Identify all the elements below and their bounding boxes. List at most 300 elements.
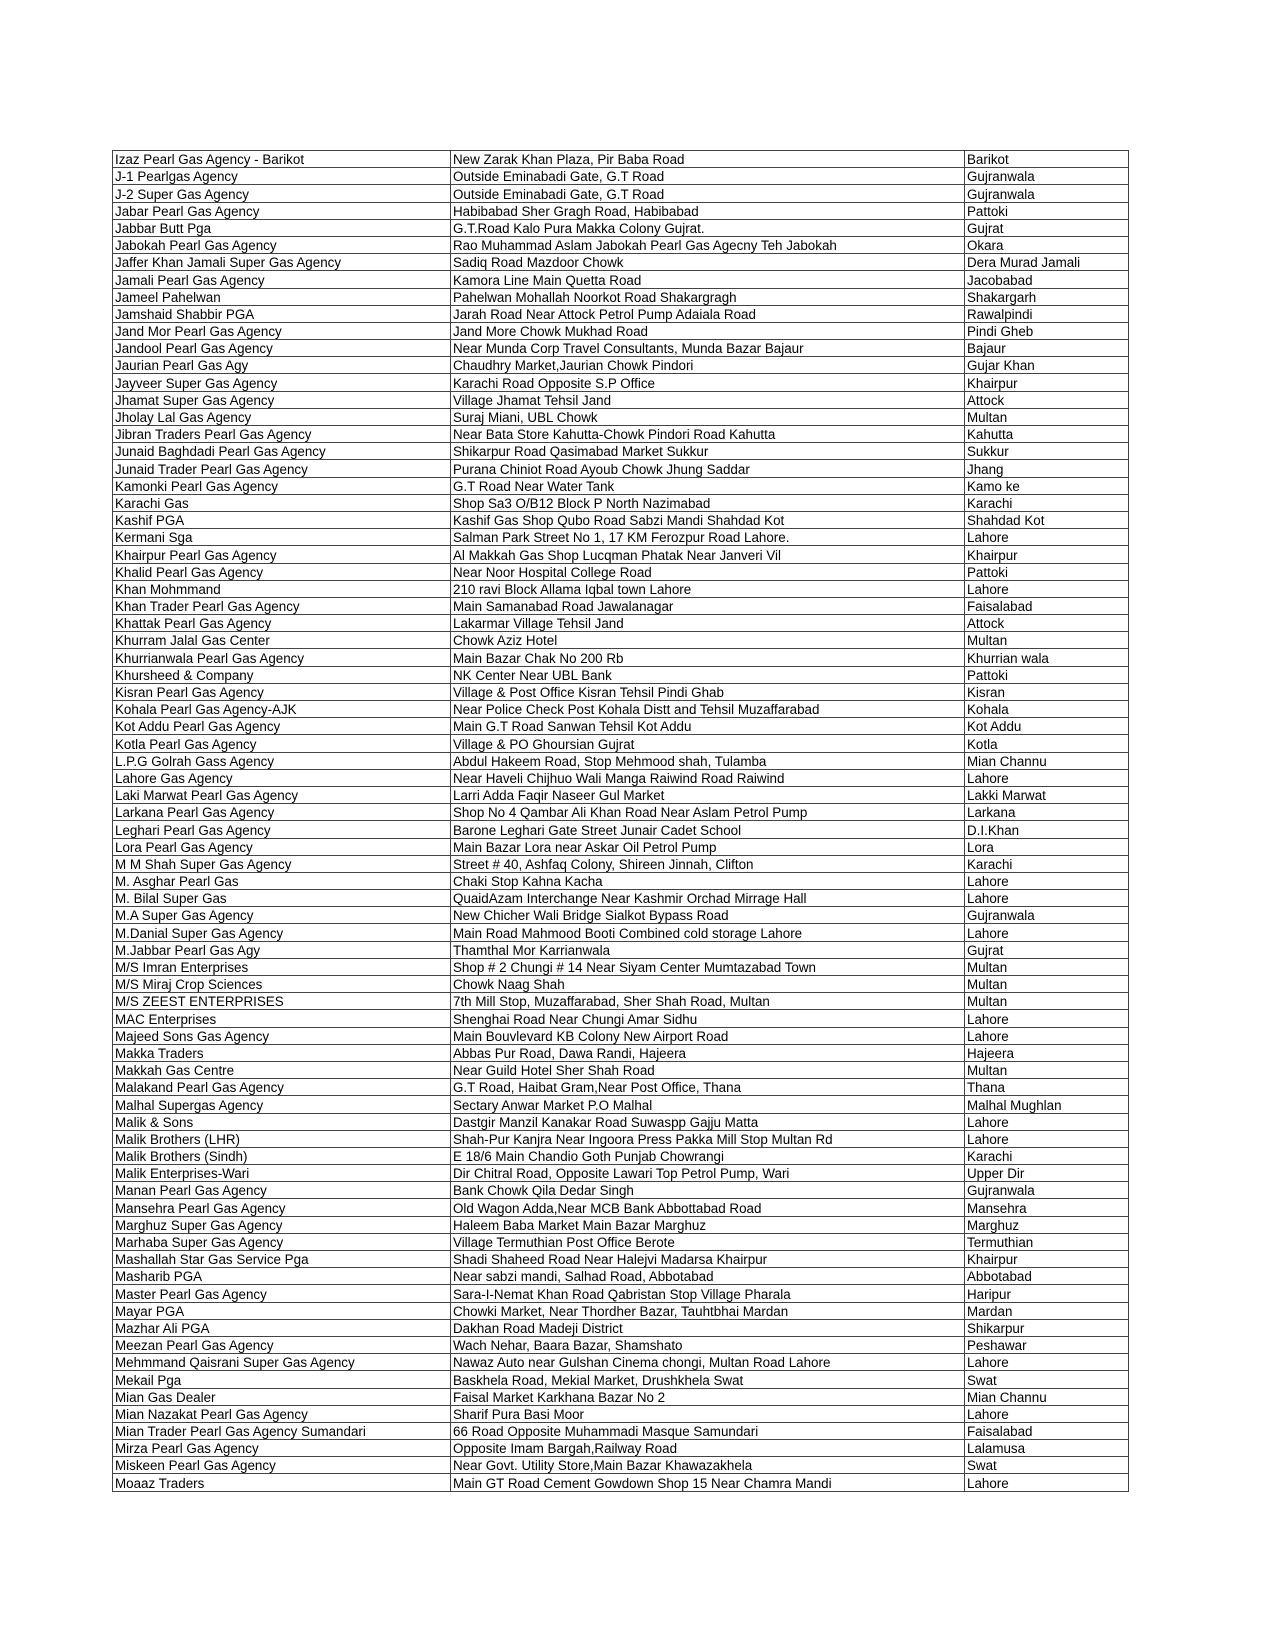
address-cell: Main Bouvlevard KB Colony New Airport Road [451,1027,965,1044]
city-cell: Multan [965,1061,1129,1078]
city-cell: Khurrian wala [965,649,1129,666]
address-cell: Village & PO Ghoursian Gujrat [451,735,965,752]
address-cell: Nawaz Auto near Gulshan Cinema chongi, Multan Road Lahore [451,1354,965,1371]
agency-name-cell: Mian Gas Dealer [113,1388,451,1405]
table-row [113,236,1129,253]
address-cell: Shikarpur Road Qasimabad Market Sukkur [451,443,965,460]
table-row [113,1165,1129,1182]
address-cell: 66 Road Opposite Muhammadi Masque Samundari [451,1422,965,1439]
agency-name-cell: Mehmmand Qaisrani Super Gas Agency [113,1354,451,1371]
table-row [113,563,1129,580]
agency-name-cell: Laki Marwat Pearl Gas Agency [113,786,451,803]
table-row [113,1440,1129,1457]
address-cell: Karachi Road Opposite S.P Office [451,374,965,391]
table-row [113,976,1129,993]
table-row [113,1405,1129,1422]
address-cell: Dir Chitral Road, Opposite Lawari Top Petrol Pump, Wari [451,1165,965,1182]
table-row [113,305,1129,322]
address-cell: Street # 40, Ashfaq Colony, Shireen Jinnah, Clifton [451,855,965,872]
city-cell: Kotla [965,735,1129,752]
table-row [113,993,1129,1010]
address-cell: Sadiq Road Mazdoor Chowk [451,254,965,271]
address-cell: Main Samanabad Road Jawalanagar [451,597,965,614]
city-cell: Khairpur [965,546,1129,563]
city-cell: Gujranwala [965,168,1129,185]
address-cell: Main Bazar Lora near Askar Oil Petrol Pump [451,838,965,855]
agency-name-cell: M. Bilal Super Gas [113,890,451,907]
city-cell: Karachi [965,855,1129,872]
address-cell: Abdul Hakeem Road, Stop Mehmood shah, Tulamba [451,752,965,769]
address-cell: Rao Muhammad Aslam Jabokah Pearl Gas Agecny Teh Jabokah [451,236,965,253]
address-cell: Barone Leghari Gate Street Junair Cadet School [451,821,965,838]
address-cell: Near Bata Store Kahutta-Chowk Pindori Road Kahutta [451,426,965,443]
table-row [113,477,1129,494]
address-cell: Sharif Pura Basi Moor [451,1405,965,1422]
city-cell: Lahore [965,1027,1129,1044]
agency-name-cell: Malakand Pearl Gas Agency [113,1079,451,1096]
table-row [113,1061,1129,1078]
table-row [113,615,1129,632]
address-cell: Sara-I-Nemat Khan Road Qabristan Stop Village Pharala [451,1285,965,1302]
agency-name-cell: Kotla Pearl Gas Agency [113,735,451,752]
address-cell: Dakhan Road Madeji District [451,1319,965,1336]
agency-name-cell: Moaaz Traders [113,1474,451,1491]
agency-name-cell: Lahore Gas Agency [113,769,451,786]
city-cell: Swat [965,1371,1129,1388]
address-cell: Habibabad Sher Gragh Road, Habibabad [451,202,965,219]
table-row [113,340,1129,357]
city-cell: Sukkur [965,443,1129,460]
city-cell: Hajeera [965,1044,1129,1061]
city-cell: Multan [965,993,1129,1010]
table-row [113,494,1129,511]
agency-name-cell: Leghari Pearl Gas Agency [113,821,451,838]
agency-name-cell: Malik Brothers (Sindh) [113,1147,451,1164]
agency-name-cell: Kisran Pearl Gas Agency [113,683,451,700]
address-cell: Baskhela Road, Mekial Market, Drushkhela Swat [451,1371,965,1388]
city-cell: Lahore [965,1010,1129,1027]
address-cell: Jarah Road Near Attock Petrol Pump Adaiala Road [451,305,965,322]
table-row [113,185,1129,202]
address-cell: E 18/6 Main Chandio Goth Punjab Chowrangi [451,1147,965,1164]
address-cell: Village & Post Office Kisran Tehsil Pindi Ghab [451,683,965,700]
city-cell: Lahore [965,1113,1129,1130]
address-cell: Wach Nehar, Baara Bazar, Shamshato [451,1336,965,1353]
city-cell: Kamo ke [965,477,1129,494]
agency-name-cell: Junaid Trader Pearl Gas Agency [113,460,451,477]
city-cell: Pattoki [965,202,1129,219]
agency-name-cell: Makka Traders [113,1044,451,1061]
address-cell: Shenghai Road Near Chungi Amar Sidhu [451,1010,965,1027]
agency-name-cell: Jameel Pahelwan [113,288,451,305]
address-cell: Dastgir Manzil Kanakar Road Suwaspp Gajju Matta [451,1113,965,1130]
city-cell: Thana [965,1079,1129,1096]
city-cell: Lahore [965,1354,1129,1371]
table-row [113,151,1129,168]
city-cell: Khairpur [965,1251,1129,1268]
address-cell: Suraj Miani, UBL Chowk [451,408,965,425]
address-cell: New Chicher Wali Bridge Sialkot Bypass Road [451,907,965,924]
address-cell: Chowki Market, Near Thordher Bazar, Tauhtbhai Mardan [451,1302,965,1319]
city-cell: Gujar Khan [965,357,1129,374]
address-cell: Near Govt. Utility Store,Main Bazar Khawazakhela [451,1457,965,1474]
city-cell: Multan [965,958,1129,975]
table-row [113,1216,1129,1233]
agency-name-cell: Kot Addu Pearl Gas Agency [113,718,451,735]
table-row [113,1096,1129,1113]
agency-name-cell: Masharib PGA [113,1268,451,1285]
city-cell: Gujrat [965,941,1129,958]
table-row [113,890,1129,907]
table-row [113,529,1129,546]
address-cell: Village Termuthian Post Office Berote [451,1233,965,1250]
city-cell: Faisalabad [965,597,1129,614]
city-cell: Pattoki [965,666,1129,683]
address-cell: Al Makkah Gas Shop Lucqman Phatak Near Janveri Vil [451,546,965,563]
agency-name-cell: Malhal Supergas Agency [113,1096,451,1113]
city-cell: Jhang [965,460,1129,477]
agency-name-cell: Kermani Sga [113,529,451,546]
city-cell: Lahore [965,1474,1129,1491]
city-cell: Pindi Gheb [965,322,1129,339]
table-row [113,546,1129,563]
address-cell: Shop # 2 Chungi # 14 Near Siyam Center Mumtazabad Town [451,958,965,975]
agency-name-cell: Mekail Pga [113,1371,451,1388]
table-row [113,443,1129,460]
table-row [113,683,1129,700]
agency-name-cell: Mazhar Ali PGA [113,1319,451,1336]
table-row [113,924,1129,941]
agency-name-cell: Miskeen Pearl Gas Agency [113,1457,451,1474]
agency-name-cell: Manan Pearl Gas Agency [113,1182,451,1199]
agency-name-cell: Meezan Pearl Gas Agency [113,1336,451,1353]
agency-name-cell: Majeed Sons Gas Agency [113,1027,451,1044]
address-cell: Near sabzi mandi, Salhad Road, Abbotabad [451,1268,965,1285]
address-cell: Salman Park Street No 1, 17 KM Ferozpur Road Lahore. [451,529,965,546]
city-cell: Kot Addu [965,718,1129,735]
table-row [113,219,1129,236]
city-cell: Mian Channu [965,1388,1129,1405]
address-cell: Chowk Naag Shah [451,976,965,993]
table-row [113,1336,1129,1353]
table-row [113,1371,1129,1388]
city-cell: Attock [965,391,1129,408]
agency-name-cell: Marghuz Super Gas Agency [113,1216,451,1233]
address-cell: G.T.Road Kalo Pura Makka Colony Gujrat. [451,219,965,236]
agency-table [112,150,1129,1492]
address-cell: Chaki Stop Kahna Kacha [451,872,965,889]
city-cell: Swat [965,1457,1129,1474]
city-cell: Karachi [965,1147,1129,1164]
address-cell: Bank Chowk Qila Dedar Singh [451,1182,965,1199]
address-cell: Near Police Check Post Kohala Distt and Tehsil Muzaffarabad [451,701,965,718]
city-cell: Mansehra [965,1199,1129,1216]
city-cell: Shahdad Kot [965,511,1129,528]
agency-name-cell: M M Shah Super Gas Agency [113,855,451,872]
city-cell: Malhal Mughlan [965,1096,1129,1113]
city-cell: Lahore [965,890,1129,907]
address-cell: 7th Mill Stop, Muzaffarabad, Sher Shah Road, Multan [451,993,965,1010]
agency-name-cell: Mian Nazakat Pearl Gas Agency [113,1405,451,1422]
table-row [113,511,1129,528]
agency-name-cell: Jholay Lal Gas Agency [113,408,451,425]
address-cell: Pahelwan Mohallah Noorkot Road Shakargragh [451,288,965,305]
agency-name-cell: M. Asghar Pearl Gas [113,872,451,889]
table-row [113,271,1129,288]
city-cell: Marghuz [965,1216,1129,1233]
agency-name-cell: Mian Trader Pearl Gas Agency Sumandari [113,1422,451,1439]
city-cell: Attock [965,615,1129,632]
agency-name-cell: Malik Enterprises-Wari [113,1165,451,1182]
table-row [113,426,1129,443]
city-cell: Dera Murad Jamali [965,254,1129,271]
city-cell: Multan [965,408,1129,425]
agency-name-cell: Khan Trader Pearl Gas Agency [113,597,451,614]
address-cell: Abbas Pur Road, Dawa Randi, Hajeera [451,1044,965,1061]
address-cell: G.T Road, Haibat Gram,Near Post Office, Thana [451,1079,965,1096]
table-row [113,391,1129,408]
agency-name-cell: Jhamat Super Gas Agency [113,391,451,408]
agency-name-cell: MAC Enterprises [113,1010,451,1027]
city-cell: Lahore [965,529,1129,546]
table-row [113,322,1129,339]
table-row [113,1388,1129,1405]
table-row [113,1199,1129,1216]
agency-name-cell: J-1 Pearlgas Agency [113,168,451,185]
city-cell: Bajaur [965,340,1129,357]
city-cell: Termuthian [965,1233,1129,1250]
city-cell: Shakargarh [965,288,1129,305]
agency-name-cell: M/S Imran Enterprises [113,958,451,975]
agency-name-cell: Malik Brothers (LHR) [113,1130,451,1147]
table-row [113,907,1129,924]
table-row [113,872,1129,889]
table-row [113,1010,1129,1027]
city-cell: Gujrat [965,219,1129,236]
agency-name-cell: Khurrianwala Pearl Gas Agency [113,649,451,666]
table-row [113,1457,1129,1474]
table-row [113,1474,1129,1491]
agency-name-cell: Mashallah Star Gas Service Pga [113,1251,451,1268]
address-cell: Chowk Aziz Hotel [451,632,965,649]
city-cell: Faisalabad [965,1422,1129,1439]
table-row [113,1113,1129,1130]
address-cell: Main G.T Road Sanwan Tehsil Kot Addu [451,718,965,735]
table-row [113,1027,1129,1044]
table-row [113,1147,1129,1164]
address-cell: Opposite Imam Bargah,Railway Road [451,1440,965,1457]
table-row [113,1302,1129,1319]
table-row [113,1130,1129,1147]
agency-name-cell: Jamali Pearl Gas Agency [113,271,451,288]
table-row [113,460,1129,477]
table-row [113,735,1129,752]
agency-name-cell: Marhaba Super Gas Agency [113,1233,451,1250]
agency-name-cell: Khattak Pearl Gas Agency [113,615,451,632]
table-row [113,168,1129,185]
table-row [113,1233,1129,1250]
city-cell: Karachi [965,494,1129,511]
agency-name-cell: M.Danial Super Gas Agency [113,924,451,941]
agency-name-cell: Jayveer Super Gas Agency [113,374,451,391]
address-cell: 210 ravi Block Allama Iqbal town Lahore [451,580,965,597]
table-row [113,1285,1129,1302]
address-cell: Thamthal Mor Karrianwala [451,941,965,958]
agency-name-cell: Khalid Pearl Gas Agency [113,563,451,580]
agency-name-cell: J-2 Super Gas Agency [113,185,451,202]
city-cell: Kahutta [965,426,1129,443]
city-cell: Jacobabad [965,271,1129,288]
table-row [113,357,1129,374]
agency-name-cell: Karachi Gas [113,494,451,511]
address-cell: Near Haveli Chijhuo Wali Manga Raiwind Road Raiwind [451,769,965,786]
address-cell: Kashif Gas Shop Qubo Road Sabzi Mandi Shahdad Kot [451,511,965,528]
agency-name-cell: M.A Super Gas Agency [113,907,451,924]
table-row [113,752,1129,769]
table-row [113,597,1129,614]
address-cell: Shop No 4 Qambar Ali Khan Road Near Aslam Petrol Pump [451,804,965,821]
agency-name-cell: Jabokah Pearl Gas Agency [113,236,451,253]
address-cell: Near Noor Hospital College Road [451,563,965,580]
city-cell: Multan [965,632,1129,649]
agency-name-cell: Kashif PGA [113,511,451,528]
address-cell: Larri Adda Faqir Naseer Gul Market [451,786,965,803]
agency-name-cell: Jibran Traders Pearl Gas Agency [113,426,451,443]
address-cell: Purana Chiniot Road Ayoub Chowk Jhung Saddar [451,460,965,477]
city-cell: Khairpur [965,374,1129,391]
agency-name-cell: M/S Miraj Crop Sciences [113,976,451,993]
agency-name-cell: L.P.G Golrah Gass Agency [113,752,451,769]
address-cell: Faisal Market Karkhana Bazar No 2 [451,1388,965,1405]
address-cell: Main Bazar Chak No 200 Rb [451,649,965,666]
city-cell: Lalamusa [965,1440,1129,1457]
address-cell: Main GT Road Cement Gowdown Shop 15 Near Chamra Mandi [451,1474,965,1491]
agency-name-cell: Jaurian Pearl Gas Agy [113,357,451,374]
city-cell: Gujranwala [965,185,1129,202]
city-cell: Lakki Marwat [965,786,1129,803]
city-cell: Larkana [965,804,1129,821]
table-row [113,1182,1129,1199]
address-cell: G.T Road Near Water Tank [451,477,965,494]
city-cell: Rawalpindi [965,305,1129,322]
city-cell: D.I.Khan [965,821,1129,838]
agency-name-cell: Kohala Pearl Gas Agency-AJK [113,701,451,718]
table-row [113,769,1129,786]
city-cell: Lahore [965,872,1129,889]
agency-name-cell: M/S ZEEST ENTERPRISES [113,993,451,1010]
city-cell: Okara [965,236,1129,253]
table-row [113,254,1129,271]
table-row [113,718,1129,735]
table-row [113,1319,1129,1336]
table-row [113,666,1129,683]
agency-name-cell: Lora Pearl Gas Agency [113,838,451,855]
table-row [113,786,1129,803]
city-cell: Lora [965,838,1129,855]
table-row [113,1354,1129,1371]
agency-name-cell: Jabbar Butt Pga [113,219,451,236]
city-cell: Peshawar [965,1336,1129,1353]
table-row [113,838,1129,855]
table-row [113,821,1129,838]
table-row [113,374,1129,391]
agency-name-cell: Jamshaid Shabbir PGA [113,305,451,322]
address-cell: New Zarak Khan Plaza, Pir Baba Road [451,151,965,168]
city-cell: Kisran [965,683,1129,700]
address-cell: Near Munda Corp Travel Consultants, Munda Bazar Bajaur [451,340,965,357]
address-cell: Haleem Baba Market Main Bazar Marghuz [451,1216,965,1233]
table-row [113,1268,1129,1285]
address-cell: Shah-Pur Kanjra Near Ingoora Press Pakka Mill Stop Multan Rd [451,1130,965,1147]
address-cell: Jand More Chowk Mukhad Road [451,322,965,339]
agency-name-cell: Jaffer Khan Jamali Super Gas Agency [113,254,451,271]
table-row [113,958,1129,975]
address-cell: Near Guild Hotel Sher Shah Road [451,1061,965,1078]
table-row [113,580,1129,597]
agency-name-cell: Khursheed & Company [113,666,451,683]
table-row [113,701,1129,718]
city-cell: Multan [965,976,1129,993]
address-cell: Old Wagon Adda,Near MCB Bank Abbottabad Road [451,1199,965,1216]
table-row [113,288,1129,305]
address-cell: Lakarmar Village Tehsil Jand [451,615,965,632]
city-cell: Lahore [965,580,1129,597]
address-cell: NK Center Near UBL Bank [451,666,965,683]
address-cell: Outside Eminabadi Gate, G.T Road [451,185,965,202]
agency-name-cell: Khan Mohmmand [113,580,451,597]
table-row [113,1422,1129,1439]
city-cell: Kohala [965,701,1129,718]
table-row [113,1251,1129,1268]
city-cell: Upper Dir [965,1165,1129,1182]
address-cell: QuaidAzam Interchange Near Kashmir Orchad Mirrage Hall [451,890,965,907]
address-cell: Shop Sa3 O/B12 Block P North Nazimabad [451,494,965,511]
address-cell: Kamora Line Main Quetta Road [451,271,965,288]
address-cell: Chaudhry Market,Jaurian Chowk Pindori [451,357,965,374]
agency-name-cell: Larkana Pearl Gas Agency [113,804,451,821]
agency-table-body [113,151,1129,1492]
city-cell: Gujranwala [965,1182,1129,1199]
city-cell: Lahore [965,1130,1129,1147]
agency-name-cell: Mansehra Pearl Gas Agency [113,1199,451,1216]
agency-name-cell: Master Pearl Gas Agency [113,1285,451,1302]
address-cell: Outside Eminabadi Gate, G.T Road [451,168,965,185]
city-cell: Mardan [965,1302,1129,1319]
city-cell: Lahore [965,769,1129,786]
agency-name-cell: Izaz Pearl Gas Agency - Barikot [113,151,451,168]
table-row [113,941,1129,958]
agency-name-cell: Jandool Pearl Gas Agency [113,340,451,357]
city-cell: Haripur [965,1285,1129,1302]
agency-name-cell: Khurram Jalal Gas Center [113,632,451,649]
address-cell: Shadi Shaheed Road Near Halejvi Madarsa Khairpur [451,1251,965,1268]
agency-name-cell: Kamonki Pearl Gas Agency [113,477,451,494]
agency-name-cell: Khairpur Pearl Gas Agency [113,546,451,563]
city-cell: Lahore [965,1405,1129,1422]
agency-name-cell: M.Jabbar Pearl Gas Agy [113,941,451,958]
city-cell: Gujranwala [965,907,1129,924]
city-cell: Pattoki [965,563,1129,580]
table-row [113,649,1129,666]
city-cell: Shikarpur [965,1319,1129,1336]
table-row [113,804,1129,821]
agency-name-cell: Malik & Sons [113,1113,451,1130]
city-cell: Abbotabad [965,1268,1129,1285]
table-row [113,408,1129,425]
table-row [113,855,1129,872]
address-cell: Main Road Mahmood Booti Combined cold storage Lahore [451,924,965,941]
table-row [113,202,1129,219]
